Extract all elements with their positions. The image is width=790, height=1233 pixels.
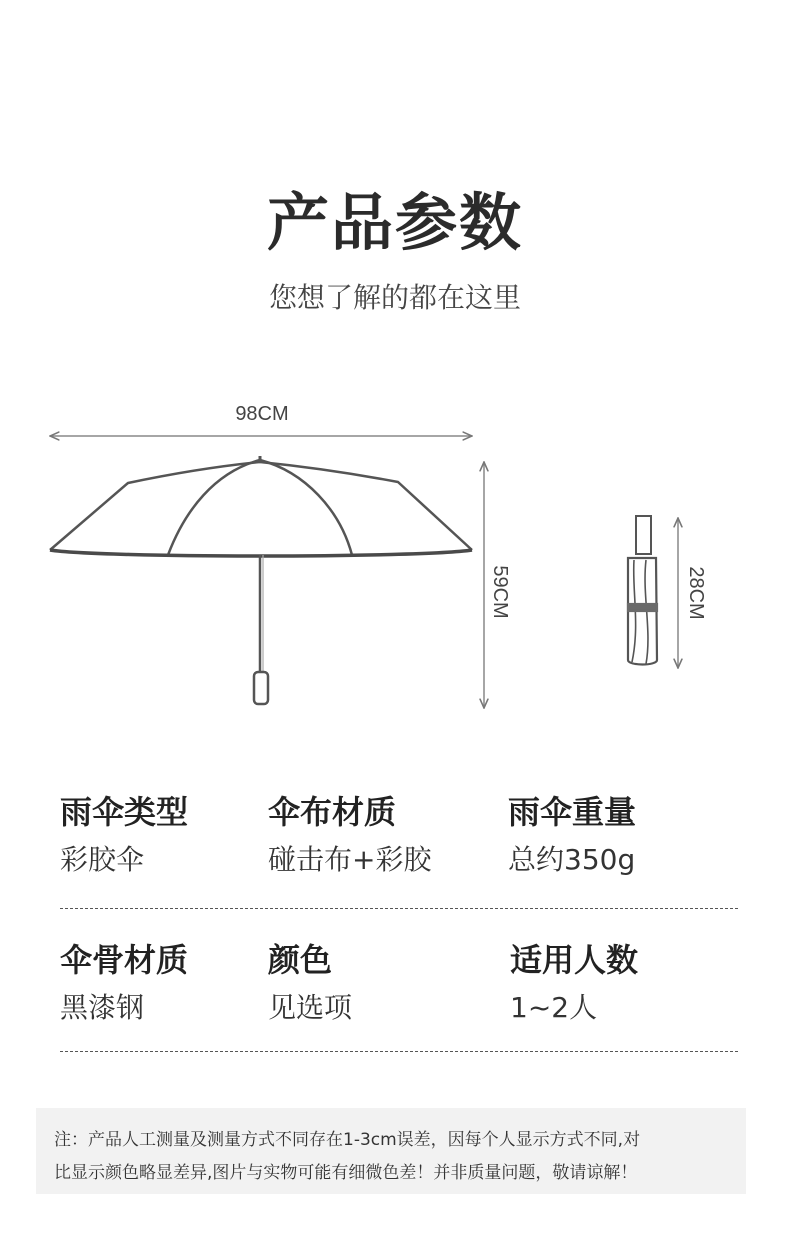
page-title: 产品参数 bbox=[266, 186, 523, 259]
spec-value: 彩胶伞 bbox=[60, 843, 145, 876]
spec-umbrella-type bbox=[60, 793, 189, 876]
open-umbrella bbox=[50, 456, 472, 704]
umbrella-dimension-diagram bbox=[0, 390, 790, 730]
width-dimension-label: 98CM bbox=[235, 403, 289, 425]
disclaimer-note bbox=[36, 1108, 746, 1194]
folded-dimension-label: 28CM bbox=[685, 566, 707, 620]
spec-label: 颜色 bbox=[268, 941, 333, 979]
spec-value: 碰击布+彩胶 bbox=[268, 843, 432, 876]
spec-color bbox=[268, 941, 353, 1024]
disclaimer-line: 注：产品人工测量及测量方式不同存在1-3cm误差，因每个人显示方式不同,对 bbox=[54, 1130, 641, 1150]
spec-weight bbox=[508, 793, 637, 876]
folded-umbrella bbox=[628, 516, 657, 665]
disclaimer-line: 比显示颜色略显差异,图片与实物可能有细微色差！并非质量问题，敬请谅解！ bbox=[54, 1163, 638, 1183]
height-dimension-label: 59CM bbox=[489, 565, 511, 619]
spec-capacity bbox=[510, 941, 639, 1024]
spec-label: 雨伞重量 bbox=[508, 793, 637, 831]
spec-value: 黑漆钢 bbox=[60, 991, 145, 1024]
spec-divider bbox=[60, 1051, 738, 1052]
spec-value: 总约350g bbox=[508, 843, 636, 876]
spec-label: 雨伞类型 bbox=[60, 793, 189, 831]
spec-label: 伞骨材质 bbox=[60, 941, 189, 979]
page-subtitle: 您想了解的都在这里 bbox=[268, 281, 521, 314]
umbrella-drawing bbox=[0, 390, 790, 730]
spec-divider bbox=[60, 908, 738, 909]
spec-label: 适用人数 bbox=[510, 941, 639, 979]
spec-label: 伞布材质 bbox=[268, 793, 397, 831]
spec-frame-material bbox=[60, 941, 189, 1024]
spec-fabric-material bbox=[268, 793, 432, 876]
spec-value: 见选项 bbox=[268, 991, 353, 1024]
spec-value: 1~2人 bbox=[510, 991, 598, 1024]
